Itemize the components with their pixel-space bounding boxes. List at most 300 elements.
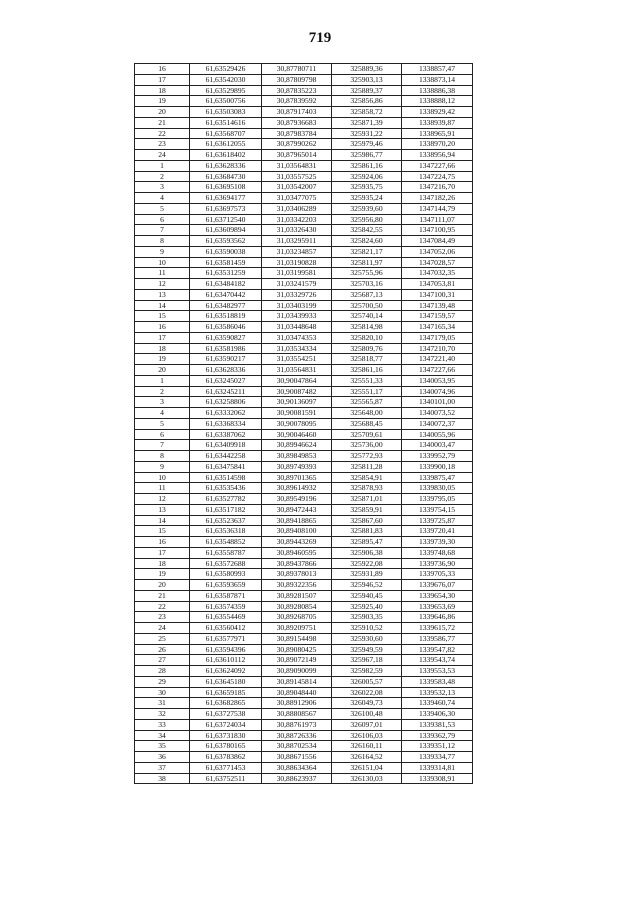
longitude-cell: 31,03329726 [262,289,332,300]
table-row [135,526,473,537]
table-row [135,558,473,569]
latitude-cell: 61,63594396 [190,644,262,655]
longitude-cell: 31,03564831 [262,160,332,171]
point-number-cell: 7 [135,440,190,451]
longitude-cell: 31,03295911 [262,236,332,247]
longitude-cell: 30,87809798 [262,74,332,85]
x-coordinate-cell: 325687,13 [332,289,402,300]
x-coordinate-cell: 325881,83 [332,526,402,537]
table-row [135,354,473,365]
y-coordinate-cell: 1339460,74 [402,698,473,709]
table-row [135,117,473,128]
latitude-cell: 61,63618402 [190,150,262,161]
latitude-cell: 61,63590827 [190,332,262,343]
point-number-cell: 13 [135,504,190,515]
x-coordinate-cell: 325858,72 [332,107,402,118]
table-row [135,440,473,451]
longitude-cell: 30,89408100 [262,526,332,537]
longitude-cell: 30,89072149 [262,655,332,666]
longitude-cell: 31,03439933 [262,311,332,322]
latitude-cell: 61,63684730 [190,171,262,182]
longitude-cell: 30,89472443 [262,504,332,515]
latitude-cell: 61,63500756 [190,96,262,107]
longitude-cell: 30,89701365 [262,472,332,483]
latitude-cell: 61,63558787 [190,547,262,558]
latitude-cell: 61,63475841 [190,461,262,472]
x-coordinate-cell: 325878,93 [332,483,402,494]
x-coordinate-cell: 326022,08 [332,687,402,698]
point-number-cell: 1 [135,375,190,386]
latitude-cell: 61,63484182 [190,279,262,290]
table-row [135,171,473,182]
latitude-cell: 61,63609894 [190,225,262,236]
table-row [135,537,473,548]
point-number-cell: 12 [135,279,190,290]
longitude-cell: 30,87936683 [262,117,332,128]
point-number-cell: 8 [135,451,190,462]
x-coordinate-cell: 325986,77 [332,150,402,161]
latitude-cell: 61,63245027 [190,375,262,386]
x-coordinate-cell: 325956,80 [332,214,402,225]
latitude-cell: 61,63245211 [190,386,262,397]
table-row [135,107,473,118]
y-coordinate-cell: 1347224,75 [402,171,473,182]
latitude-cell: 61,63682865 [190,698,262,709]
longitude-cell: 31,03477075 [262,193,332,204]
y-coordinate-cell: 1339748,68 [402,547,473,558]
x-coordinate-cell: 325811,97 [332,257,402,268]
point-number-cell: 32 [135,709,190,720]
y-coordinate-cell: 1347179,05 [402,332,473,343]
latitude-cell: 61,63529426 [190,64,262,75]
longitude-cell: 30,89443269 [262,537,332,548]
x-coordinate-cell: 325772,93 [332,451,402,462]
y-coordinate-cell: 1340053,95 [402,375,473,386]
y-coordinate-cell: 1347032,35 [402,268,473,279]
x-coordinate-cell: 325821,17 [332,246,402,257]
x-coordinate-cell: 325949,59 [332,644,402,655]
x-coordinate-cell: 325931,89 [332,569,402,580]
table-row [135,96,473,107]
table-row [135,709,473,720]
y-coordinate-cell: 1338965,91 [402,128,473,139]
longitude-cell: 31,03542007 [262,182,332,193]
x-coordinate-cell: 325854,91 [332,472,402,483]
x-coordinate-cell: 325700,50 [332,300,402,311]
x-coordinate-cell: 325946,52 [332,580,402,591]
longitude-cell: 30,89437866 [262,558,332,569]
point-number-cell: 34 [135,730,190,741]
point-number-cell: 18 [135,558,190,569]
latitude-cell: 61,63470442 [190,289,262,300]
y-coordinate-cell: 1340003,47 [402,440,473,451]
point-number-cell: 3 [135,182,190,193]
longitude-cell: 30,90047864 [262,375,332,386]
longitude-cell: 30,89549196 [262,494,332,505]
y-coordinate-cell: 1339586,77 [402,633,473,644]
table-row [135,300,473,311]
point-number-cell: 5 [135,203,190,214]
longitude-cell: 31,03406289 [262,203,332,214]
point-number-cell: 10 [135,257,190,268]
latitude-cell: 61,63581459 [190,257,262,268]
table-row [135,698,473,709]
y-coordinate-cell: 1339406,30 [402,709,473,720]
point-number-cell: 36 [135,752,190,763]
table-row [135,365,473,376]
y-coordinate-cell: 1347221,40 [402,354,473,365]
longitude-cell: 31,03448648 [262,322,332,333]
latitude-cell: 61,63442258 [190,451,262,462]
y-coordinate-cell: 1339553,53 [402,666,473,677]
table-row [135,343,473,354]
table-row [135,64,473,75]
x-coordinate-cell: 325861,16 [332,160,402,171]
point-number-cell: 9 [135,246,190,257]
x-coordinate-cell: 326005,57 [332,676,402,687]
x-coordinate-cell: 325979,46 [332,139,402,150]
table-row [135,418,473,429]
table-row [135,397,473,408]
latitude-cell: 61,63514598 [190,472,262,483]
latitude-cell: 61,63659185 [190,687,262,698]
longitude-cell: 31,03564831 [262,365,332,376]
table-row [135,311,473,322]
latitude-cell: 61,63387062 [190,429,262,440]
y-coordinate-cell: 1347227,66 [402,365,473,376]
x-coordinate-cell: 326097,01 [332,719,402,730]
latitude-cell: 61,63409918 [190,440,262,451]
longitude-cell: 30,88623937 [262,773,332,784]
point-number-cell: 19 [135,569,190,580]
y-coordinate-cell: 1339725,87 [402,515,473,526]
longitude-cell: 30,88671556 [262,752,332,763]
point-number-cell: 20 [135,107,190,118]
x-coordinate-cell: 325889,36 [332,64,402,75]
y-coordinate-cell: 1347053,81 [402,279,473,290]
table-row [135,483,473,494]
x-coordinate-cell: 325910,52 [332,623,402,634]
longitude-cell: 30,87983784 [262,128,332,139]
table-row [135,623,473,634]
x-coordinate-cell: 326100,48 [332,709,402,720]
point-number-cell: 2 [135,171,190,182]
x-coordinate-cell: 326049,73 [332,698,402,709]
y-coordinate-cell: 1338970,20 [402,139,473,150]
x-coordinate-cell: 326106,03 [332,730,402,741]
point-number-cell: 30 [135,687,190,698]
y-coordinate-cell: 1339654,30 [402,590,473,601]
longitude-cell: 31,03190828 [262,257,332,268]
longitude-cell: 30,89154498 [262,633,332,644]
latitude-cell: 61,63724034 [190,719,262,730]
longitude-cell: 30,88761973 [262,719,332,730]
point-number-cell: 26 [135,644,190,655]
table-row [135,773,473,784]
latitude-cell: 61,63731830 [190,730,262,741]
latitude-cell: 61,63628336 [190,160,262,171]
y-coordinate-cell: 1339334,77 [402,752,473,763]
point-number-cell: 37 [135,762,190,773]
latitude-cell: 61,63628336 [190,365,262,376]
longitude-cell: 31,03474353 [262,332,332,343]
point-number-cell: 16 [135,64,190,75]
page-number: 719 [308,30,332,46]
latitude-cell: 61,63517182 [190,504,262,515]
point-number-cell: 17 [135,74,190,85]
y-coordinate-cell: 1347100,95 [402,225,473,236]
point-number-cell: 4 [135,193,190,204]
x-coordinate-cell: 325551,33 [332,375,402,386]
latitude-cell: 61,63577971 [190,633,262,644]
longitude-cell: 31,03557525 [262,171,332,182]
x-coordinate-cell: 325856,86 [332,96,402,107]
latitude-cell: 61,63752511 [190,773,262,784]
table-row [135,580,473,591]
x-coordinate-cell: 325906,38 [332,547,402,558]
y-coordinate-cell: 1340073,52 [402,408,473,419]
y-coordinate-cell: 1339532,13 [402,687,473,698]
table-row [135,246,473,257]
x-coordinate-cell: 325935,75 [332,182,402,193]
y-coordinate-cell: 1338873,14 [402,74,473,85]
point-number-cell: 6 [135,429,190,440]
x-coordinate-cell: 325736,00 [332,440,402,451]
longitude-cell: 30,89614932 [262,483,332,494]
y-coordinate-cell: 1339739,30 [402,537,473,548]
latitude-cell: 61,63590038 [190,246,262,257]
table-row [135,128,473,139]
latitude-cell: 61,63368334 [190,418,262,429]
latitude-cell: 61,63697573 [190,203,262,214]
latitude-cell: 61,63523637 [190,515,262,526]
point-number-cell: 24 [135,623,190,634]
point-number-cell: 14 [135,515,190,526]
longitude-cell: 30,87965014 [262,150,332,161]
table-row [135,569,473,580]
x-coordinate-cell: 325648,00 [332,408,402,419]
y-coordinate-cell: 1339543,74 [402,655,473,666]
table-row [135,601,473,612]
latitude-cell: 61,63771453 [190,762,262,773]
longitude-cell: 30,88808567 [262,709,332,720]
y-coordinate-cell: 1339615,72 [402,623,473,634]
longitude-cell: 30,89209751 [262,623,332,634]
table-row [135,590,473,601]
x-coordinate-cell: 325820,10 [332,332,402,343]
latitude-cell: 61,63581986 [190,343,262,354]
longitude-cell: 30,89268705 [262,612,332,623]
table-row [135,687,473,698]
longitude-cell: 30,89048440 [262,687,332,698]
y-coordinate-cell: 1338939,87 [402,117,473,128]
point-number-cell: 21 [135,117,190,128]
y-coordinate-cell: 1339653,69 [402,601,473,612]
point-number-cell: 18 [135,343,190,354]
latitude-cell: 61,63531259 [190,268,262,279]
point-number-cell: 19 [135,354,190,365]
point-number-cell: 17 [135,547,190,558]
latitude-cell: 61,63590217 [190,354,262,365]
x-coordinate-cell: 325903,35 [332,612,402,623]
longitude-cell: 30,89418865 [262,515,332,526]
table-row [135,257,473,268]
x-coordinate-cell: 325924,06 [332,171,402,182]
y-coordinate-cell: 1347100,31 [402,289,473,300]
y-coordinate-cell: 1347216,70 [402,182,473,193]
latitude-cell: 61,63548852 [190,537,262,548]
table-row [135,655,473,666]
longitude-cell: 30,88726336 [262,730,332,741]
coordinates-table [134,63,473,784]
latitude-cell: 61,63586046 [190,322,262,333]
y-coordinate-cell: 1339362,79 [402,730,473,741]
longitude-cell: 30,90078095 [262,418,332,429]
table-row [135,752,473,763]
x-coordinate-cell: 325940,45 [332,590,402,601]
x-coordinate-cell: 325939,60 [332,203,402,214]
x-coordinate-cell: 325551,17 [332,386,402,397]
x-coordinate-cell: 325688,45 [332,418,402,429]
table-row [135,494,473,505]
x-coordinate-cell: 325709,61 [332,429,402,440]
x-coordinate-cell: 325895,47 [332,537,402,548]
x-coordinate-cell: 325889,37 [332,85,402,96]
latitude-cell: 61,63568707 [190,128,262,139]
latitude-cell: 61,63574359 [190,601,262,612]
longitude-cell: 30,87839592 [262,96,332,107]
latitude-cell: 61,63529895 [190,85,262,96]
point-number-cell: 28 [135,666,190,677]
latitude-cell: 61,63258806 [190,397,262,408]
point-number-cell: 25 [135,633,190,644]
point-number-cell: 15 [135,311,190,322]
longitude-cell: 30,89849853 [262,451,332,462]
longitude-cell: 30,88634364 [262,762,332,773]
latitude-cell: 61,63624092 [190,666,262,677]
y-coordinate-cell: 1338956,94 [402,150,473,161]
table-row [135,730,473,741]
y-coordinate-cell: 1339583,48 [402,676,473,687]
longitude-cell: 30,87780711 [262,64,332,75]
x-coordinate-cell: 325903,13 [332,74,402,85]
x-coordinate-cell: 325811,28 [332,461,402,472]
table-row [135,236,473,247]
longitude-cell: 30,89281507 [262,590,332,601]
longitude-cell: 30,89322356 [262,580,332,591]
y-coordinate-cell: 1339875,47 [402,472,473,483]
table-row [135,214,473,225]
latitude-cell: 61,63587871 [190,590,262,601]
table-row [135,451,473,462]
y-coordinate-cell: 1339314,81 [402,762,473,773]
y-coordinate-cell: 1339952,79 [402,451,473,462]
x-coordinate-cell: 325871,39 [332,117,402,128]
x-coordinate-cell: 325814,98 [332,322,402,333]
x-coordinate-cell: 325859,91 [332,504,402,515]
latitude-cell: 61,63535436 [190,483,262,494]
latitude-cell: 61,63332062 [190,408,262,419]
coordinates-table-body [135,64,473,784]
y-coordinate-cell: 1339381,53 [402,719,473,730]
longitude-cell: 30,88912906 [262,698,332,709]
x-coordinate-cell: 325565,87 [332,397,402,408]
table-row [135,633,473,644]
longitude-cell: 31,03241579 [262,279,332,290]
x-coordinate-cell: 326160,11 [332,741,402,752]
x-coordinate-cell: 325982,59 [332,666,402,677]
y-coordinate-cell: 1339900,18 [402,461,473,472]
y-coordinate-cell: 1339547,82 [402,644,473,655]
table-row [135,225,473,236]
y-coordinate-cell: 1339736,90 [402,558,473,569]
longitude-cell: 30,90087482 [262,386,332,397]
longitude-cell: 30,87990262 [262,139,332,150]
x-coordinate-cell: 325871,01 [332,494,402,505]
x-coordinate-cell: 325935,24 [332,193,402,204]
y-coordinate-cell: 1347159,57 [402,311,473,322]
latitude-cell: 61,63593562 [190,236,262,247]
point-number-cell: 20 [135,365,190,376]
y-coordinate-cell: 1347111,07 [402,214,473,225]
table-row [135,332,473,343]
point-number-cell: 13 [135,289,190,300]
y-coordinate-cell: 1338886,38 [402,85,473,96]
latitude-cell: 61,63518819 [190,311,262,322]
point-number-cell: 9 [135,461,190,472]
y-coordinate-cell: 1340074,96 [402,386,473,397]
point-number-cell: 22 [135,601,190,612]
longitude-cell: 30,87917403 [262,107,332,118]
point-number-cell: 8 [135,236,190,247]
y-coordinate-cell: 1347028,57 [402,257,473,268]
table-row [135,644,473,655]
y-coordinate-cell: 1347144,79 [402,203,473,214]
point-number-cell: 6 [135,214,190,225]
x-coordinate-cell: 326151,04 [332,762,402,773]
longitude-cell: 30,89378013 [262,569,332,580]
table-row [135,289,473,300]
latitude-cell: 61,63554469 [190,612,262,623]
point-number-cell: 29 [135,676,190,687]
x-coordinate-cell: 325931,22 [332,128,402,139]
point-number-cell: 16 [135,537,190,548]
longitude-cell: 30,89080425 [262,644,332,655]
table-row [135,741,473,752]
table-row [135,139,473,150]
point-number-cell: 21 [135,590,190,601]
longitude-cell: 31,03326430 [262,225,332,236]
longitude-cell: 30,89946624 [262,440,332,451]
longitude-cell: 31,03342203 [262,214,332,225]
point-number-cell: 35 [135,741,190,752]
longitude-cell: 30,89749393 [262,461,332,472]
y-coordinate-cell: 1339351,12 [402,741,473,752]
table-row [135,719,473,730]
table-row [135,612,473,623]
y-coordinate-cell: 1347165,34 [402,322,473,333]
latitude-cell: 61,63580993 [190,569,262,580]
table-row [135,150,473,161]
point-number-cell: 10 [135,472,190,483]
point-number-cell: 19 [135,96,190,107]
longitude-cell: 31,03403199 [262,300,332,311]
y-coordinate-cell: 1347182,26 [402,193,473,204]
longitude-cell: 31,03199581 [262,268,332,279]
table-row [135,375,473,386]
point-number-cell: 16 [135,322,190,333]
point-number-cell: 17 [135,332,190,343]
